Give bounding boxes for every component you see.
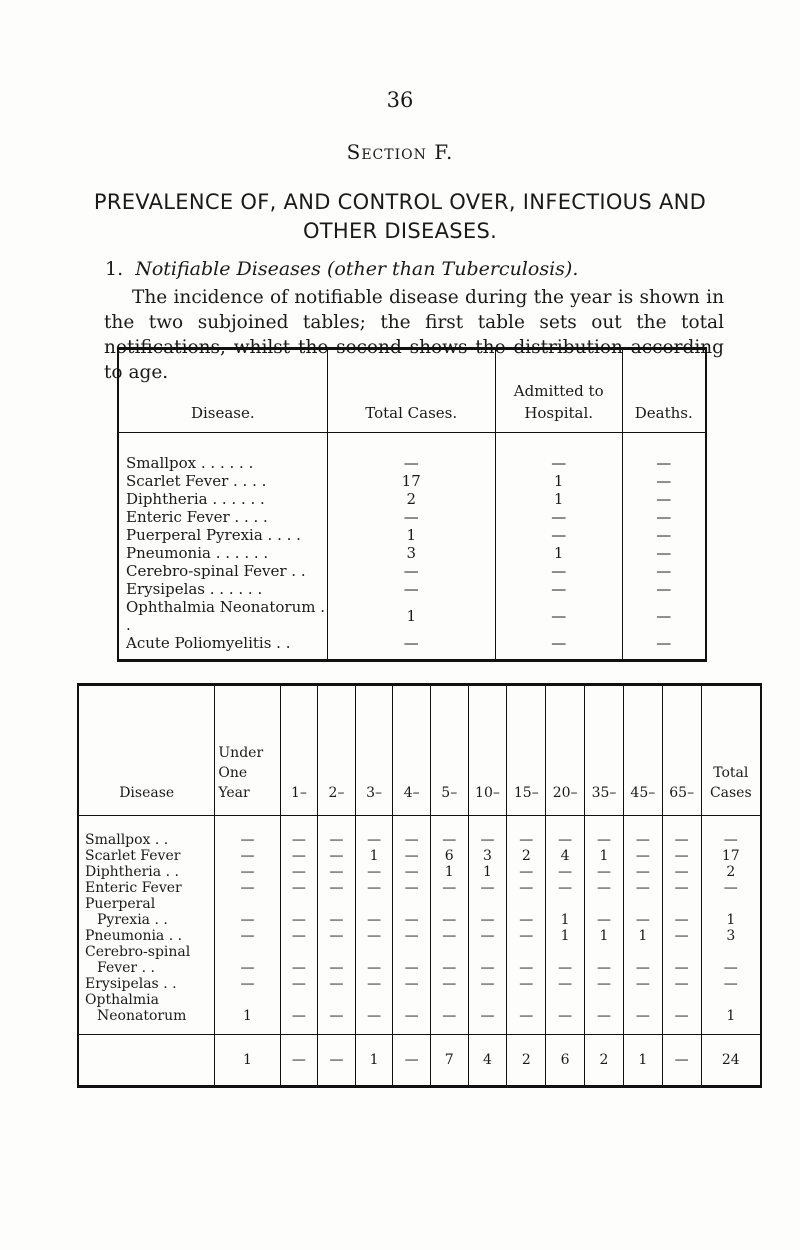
total-cell: 2: [585, 1035, 624, 1087]
disease-cell: Enteric Fever . . . .: [126, 508, 268, 526]
value-cell: —: [355, 896, 393, 928]
value-cell: —: [507, 864, 546, 880]
total-cell: 6: [546, 1035, 585, 1087]
disease-cell: [78, 816, 215, 849]
value-cell: —: [327, 433, 495, 473]
value-cell: —: [327, 634, 495, 661]
value-cell: —: [355, 864, 393, 880]
value-cell: —: [393, 880, 431, 896]
total-cell: —: [280, 1035, 318, 1087]
total-cell: 4: [468, 1035, 507, 1087]
value-cell: —: [327, 508, 495, 526]
table-row: [118, 526, 706, 544]
value-cell: —: [622, 634, 706, 661]
value-cell: —: [318, 864, 356, 880]
value-cell: —: [495, 580, 622, 598]
value-cell: —: [622, 433, 706, 473]
disease-cell: Scarlet Fever . . . .: [126, 472, 267, 490]
value-cell: —: [662, 896, 701, 928]
value-cell: 3: [468, 848, 507, 864]
disease-name-cont: Fever . .: [97, 960, 155, 976]
header-cell: 1–: [280, 685, 318, 816]
value-cell: 1: [701, 992, 761, 1035]
value-cell: —: [622, 598, 706, 634]
value-cell: —: [215, 848, 280, 864]
value-cell: 17: [701, 848, 761, 864]
disease-cell: [78, 992, 215, 1035]
value-cell: —: [701, 944, 761, 976]
table-row: [78, 976, 761, 992]
table-row: [118, 490, 706, 508]
value-cell: —: [546, 816, 585, 849]
disease-cell: [78, 880, 215, 896]
value-cell: —: [662, 816, 701, 849]
value-cell: —: [546, 944, 585, 976]
disease-cell: [78, 944, 215, 976]
value-cell: —: [393, 816, 431, 849]
header-cell: 4–: [393, 685, 431, 816]
value-cell: —: [623, 848, 662, 864]
value-cell: —: [318, 816, 356, 849]
value-cell: —: [355, 992, 393, 1035]
disease-name: Opthalmia: [85, 992, 160, 1008]
value-cell: —: [662, 928, 701, 944]
total-cell: 1: [215, 1035, 280, 1087]
table-row: [118, 580, 706, 598]
value-cell: —: [280, 848, 318, 864]
header-disease: Disease.: [118, 349, 327, 433]
value-cell: 6: [430, 848, 468, 864]
value-cell: —: [623, 880, 662, 896]
value-cell: —: [622, 580, 706, 598]
header-deaths: Deaths.: [622, 349, 706, 433]
value-cell: —: [507, 896, 546, 928]
disease-cell: Pneumonia . . . . . .: [126, 544, 269, 562]
value-cell: —: [215, 944, 280, 976]
value-cell: —: [393, 896, 431, 928]
value-cell: —: [662, 880, 701, 896]
header-cell: 45–: [623, 685, 662, 816]
value-cell: —: [215, 976, 280, 992]
value-cell: —: [393, 976, 431, 992]
disease-cell: [78, 848, 215, 864]
disease-cell: Ophthalmia Neonatorum . .: [126, 598, 326, 634]
totals-label-cell: [78, 1035, 215, 1087]
intro-paragraph: The incidence of notifiable disease during the year is shown in the two subjoined tables; the first table sets out the total notifications, whilst the second shows the distribution according to age.: [104, 287, 724, 383]
value-cell: —: [623, 816, 662, 849]
header-cell: Disease: [78, 685, 215, 816]
value-cell: —: [622, 562, 706, 580]
total-cell: 2: [507, 1035, 546, 1087]
value-cell: —: [622, 490, 706, 508]
age-distribution-table: [77, 683, 762, 1088]
value-cell: 1: [355, 848, 393, 864]
value-cell: —: [318, 896, 356, 928]
value-cell: —: [393, 928, 431, 944]
value-cell: —: [507, 992, 546, 1035]
value-cell: —: [701, 880, 761, 896]
value-cell: —: [662, 944, 701, 976]
value-cell: —: [355, 976, 393, 992]
header-cell: 35–: [585, 685, 624, 816]
total-cell: —: [393, 1035, 431, 1087]
header-cell: 5–: [430, 685, 468, 816]
disease-name: Enteric Fever: [85, 880, 182, 896]
value-cell: —: [393, 864, 431, 880]
total-cell: —: [318, 1035, 356, 1087]
table-row: [118, 634, 706, 661]
value-cell: —: [430, 896, 468, 928]
value-cell: 17: [327, 472, 495, 490]
value-cell: —: [393, 848, 431, 864]
disease-name: Puerperal: [85, 896, 156, 912]
value-cell: 1: [215, 992, 280, 1035]
value-cell: —: [393, 944, 431, 976]
value-cell: —: [430, 928, 468, 944]
value-cell: —: [468, 928, 507, 944]
total-cell: —: [662, 1035, 701, 1087]
value-cell: —: [318, 992, 356, 1035]
table-row: [78, 816, 761, 849]
table-row: [118, 433, 706, 473]
header-cell: 15–: [507, 685, 546, 816]
value-cell: —: [280, 928, 318, 944]
value-cell: —: [546, 992, 585, 1035]
table-row: [118, 544, 706, 562]
disease-name: Scarlet Fever: [85, 848, 181, 864]
value-cell: —: [430, 992, 468, 1035]
value-cell: —: [430, 944, 468, 976]
value-cell: 2: [507, 848, 546, 864]
subheading-title: Notifiable Diseases: [135, 258, 321, 280]
value-cell: 1: [495, 472, 622, 490]
value-cell: —: [355, 944, 393, 976]
total-cell: 24: [701, 1035, 761, 1087]
value-cell: —: [468, 880, 507, 896]
total-cell: 1: [623, 1035, 662, 1087]
value-cell: 1: [495, 544, 622, 562]
value-cell: —: [468, 976, 507, 992]
value-cell: —: [546, 864, 585, 880]
disease-name: Smallpox . .: [85, 832, 169, 848]
disease-cell: [78, 896, 215, 928]
header-total-cases: Total Cases.: [327, 349, 495, 433]
value-cell: —: [280, 944, 318, 976]
value-cell: 3: [701, 928, 761, 944]
value-cell: —: [468, 896, 507, 928]
value-cell: —: [495, 433, 622, 473]
subheading-number: 1.: [105, 258, 124, 280]
disease-cell: [78, 928, 215, 944]
value-cell: —: [495, 526, 622, 544]
value-cell: —: [623, 864, 662, 880]
value-cell: 1: [327, 526, 495, 544]
value-cell: —: [215, 816, 280, 849]
value-cell: —: [701, 816, 761, 849]
value-cell: —: [585, 976, 624, 992]
value-cell: —: [215, 880, 280, 896]
main-heading: PREVALENCE OF, AND CONTROL OVER, INFECTIOUS AND OTHER DISEASES.: [93, 190, 707, 243]
value-cell: —: [280, 816, 318, 849]
value-cell: —: [622, 472, 706, 490]
disease-cell: Erysipelas . . . . . .: [126, 580, 263, 598]
value-cell: —: [495, 508, 622, 526]
table-row: [78, 896, 761, 928]
value-cell: —: [355, 880, 393, 896]
table-header-row: [78, 685, 761, 816]
value-cell: —: [468, 816, 507, 849]
value-cell: —: [623, 896, 662, 928]
value-cell: —: [662, 848, 701, 864]
header-cell: 2–: [318, 685, 356, 816]
value-cell: 1: [430, 864, 468, 880]
value-cell: 1: [701, 896, 761, 928]
value-cell: 1: [585, 848, 624, 864]
table-row: [118, 472, 706, 490]
value-cell: —: [623, 944, 662, 976]
page-number: 36: [386, 88, 414, 112]
value-cell: 1: [546, 928, 585, 944]
value-cell: —: [393, 992, 431, 1035]
disease-name: Diphtheria . .: [85, 864, 179, 880]
value-cell: —: [215, 896, 280, 928]
header-cell: 65–: [662, 685, 701, 816]
disease-cell: Puerperal Pyrexia . . . .: [126, 526, 301, 544]
value-cell: —: [623, 992, 662, 1035]
value-cell: —: [507, 944, 546, 976]
value-cell: 1: [468, 864, 507, 880]
subheading: [105, 258, 578, 280]
disease-name: Pneumonia . .: [85, 928, 183, 944]
value-cell: —: [430, 816, 468, 849]
value-cell: —: [546, 976, 585, 992]
value-cell: 2: [327, 490, 495, 508]
disease-cell: Cerebro-spinal Fever . .: [126, 562, 306, 580]
table-row: [118, 562, 706, 580]
value-cell: —: [327, 562, 495, 580]
value-cell: —: [622, 508, 706, 526]
disease-name: Cerebro-spinal: [85, 944, 191, 960]
value-cell: —: [280, 992, 318, 1035]
table-row: [78, 864, 761, 880]
value-cell: —: [546, 880, 585, 896]
header-cell: Total Cases: [701, 685, 761, 816]
value-cell: —: [280, 864, 318, 880]
value-cell: —: [507, 976, 546, 992]
value-cell: 2: [701, 864, 761, 880]
value-cell: —: [495, 562, 622, 580]
table-row: [78, 880, 761, 896]
section-title: Section F.: [346, 140, 454, 164]
header-cell: 20–: [546, 685, 585, 816]
value-cell: —: [468, 944, 507, 976]
value-cell: —: [701, 976, 761, 992]
value-cell: —: [662, 976, 701, 992]
value-cell: 1: [327, 598, 495, 634]
value-cell: —: [355, 928, 393, 944]
notifications-table: [117, 347, 707, 662]
value-cell: —: [430, 880, 468, 896]
header-cell: Under One Year: [215, 685, 280, 816]
value-cell: —: [430, 976, 468, 992]
value-cell: —: [355, 816, 393, 849]
value-cell: —: [318, 944, 356, 976]
value-cell: —: [507, 880, 546, 896]
value-cell: —: [585, 992, 624, 1035]
value-cell: —: [507, 928, 546, 944]
totals-row: [78, 1035, 761, 1087]
value-cell: —: [623, 976, 662, 992]
table-row: [78, 944, 761, 976]
value-cell: —: [215, 928, 280, 944]
value-cell: —: [318, 848, 356, 864]
value-cell: —: [585, 896, 624, 928]
value-cell: —: [215, 864, 280, 880]
disease-cell: [78, 976, 215, 992]
header-cell: 3–: [355, 685, 393, 816]
value-cell: —: [585, 880, 624, 896]
disease-name: Erysipelas . .: [85, 976, 177, 992]
total-cell: 1: [355, 1035, 393, 1087]
value-cell: —: [318, 880, 356, 896]
disease-name-cont: Neonatorum: [97, 1008, 187, 1024]
value-cell: —: [280, 880, 318, 896]
value-cell: —: [280, 976, 318, 992]
disease-cell: Diphtheria . . . . . .: [126, 490, 265, 508]
value-cell: —: [622, 544, 706, 562]
header-cell: 10–: [468, 685, 507, 816]
value-cell: 4: [546, 848, 585, 864]
table-header-row: [118, 349, 706, 433]
value-cell: —: [585, 816, 624, 849]
value-cell: —: [468, 992, 507, 1035]
table-row: [118, 598, 706, 634]
table-row: [78, 928, 761, 944]
value-cell: 1: [546, 896, 585, 928]
value-cell: —: [495, 634, 622, 661]
table-row: [118, 508, 706, 526]
value-cell: —: [662, 864, 701, 880]
value-cell: 1: [495, 490, 622, 508]
subheading-qualifier: (other than Tuberculosis).: [326, 258, 579, 280]
value-cell: 3: [327, 544, 495, 562]
disease-cell: Acute Poliomyelitis . .: [126, 634, 291, 652]
value-cell: —: [507, 816, 546, 849]
table-row: [78, 992, 761, 1035]
value-cell: —: [662, 992, 701, 1035]
disease-name-cont: Pyrexia . .: [97, 912, 168, 928]
value-cell: 1: [585, 928, 624, 944]
value-cell: —: [622, 526, 706, 544]
disease-cell: [78, 864, 215, 880]
disease-cell: Smallpox . . . . . .: [126, 454, 254, 472]
value-cell: 1: [623, 928, 662, 944]
total-cell: 7: [430, 1035, 468, 1087]
value-cell: —: [318, 976, 356, 992]
table-row: [78, 848, 761, 864]
value-cell: —: [318, 928, 356, 944]
header-admitted: Admitted to Hospital.: [495, 349, 622, 433]
value-cell: —: [495, 598, 622, 634]
value-cell: —: [280, 896, 318, 928]
value-cell: —: [585, 944, 624, 976]
value-cell: —: [585, 864, 624, 880]
value-cell: —: [327, 580, 495, 598]
